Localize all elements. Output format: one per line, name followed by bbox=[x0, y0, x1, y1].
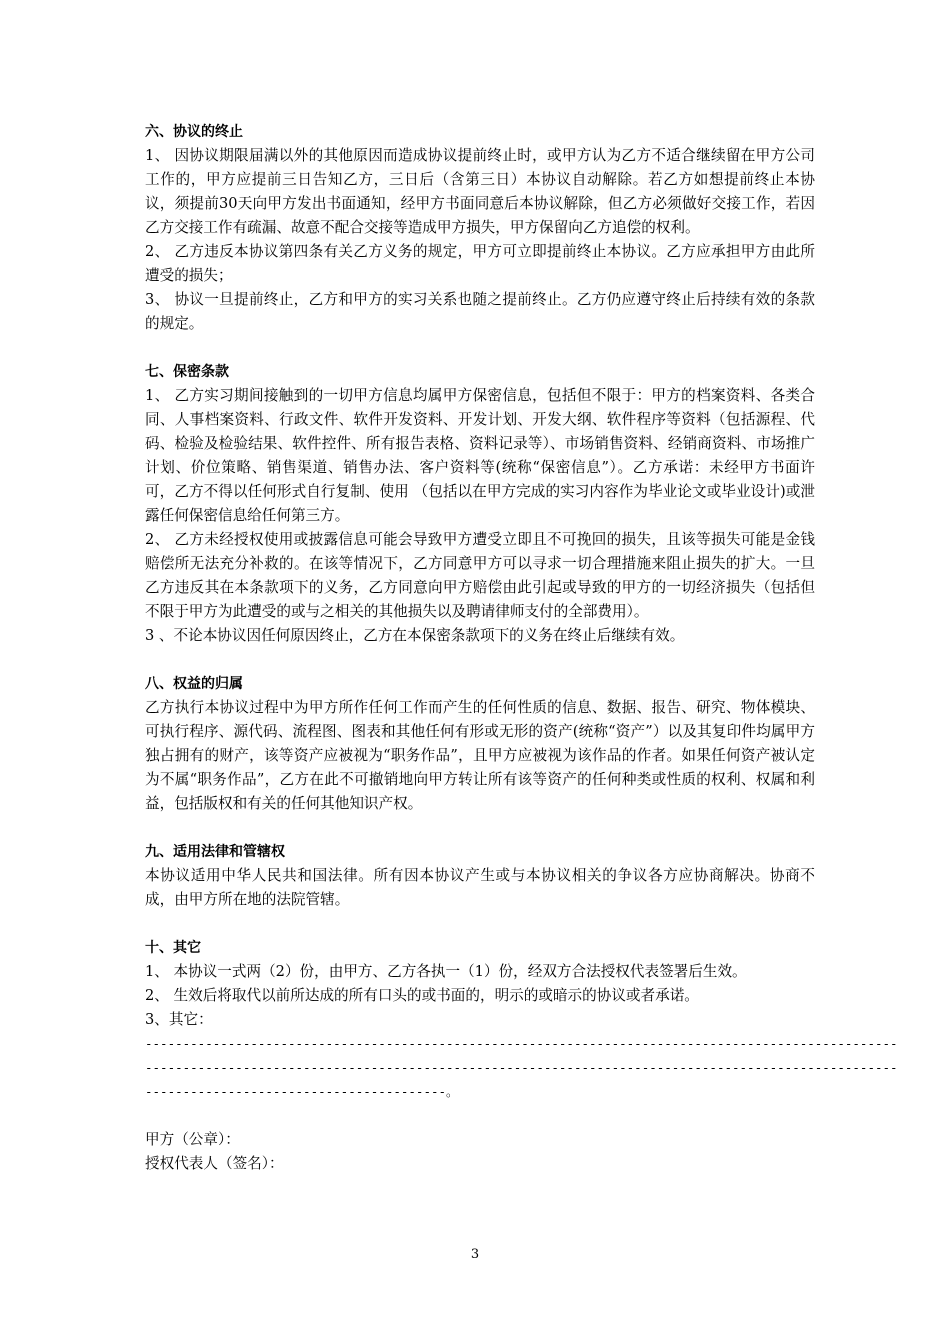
clause-paragraph: 1、 乙方实习期间接触到的一切甲方信息均属甲方保密信息，包括但不限于：甲方的档案资料、各类合同、人事档案资料、行政文件、软件开发资料、开发计划、开发大纲、软件程序等资料（包括源程、代码、检验及检验结果、软件控件、所有报告表格、资料记录等）、市场销售资料、经销商资料、市场推广计划、价位策略、销售渠道、销售办法、客户资料等(统称“保密信息”）。乙方承诺：未经甲方书面许可，乙方不得以任何形式自行复制、使用 （包括以在甲方完成的实习内容作为毕业论文或毕业设计)或泄露任何保密信息给任何第三方。 bbox=[145, 387, 815, 524]
clause-paragraph: 3 、不论本协议因任何原因终止，乙方在本保密条款项下的义务在终止后继续有效。 bbox=[145, 627, 685, 644]
blank-fill-line: ---------------------------------------------------------------------------------------------------- bbox=[145, 1036, 898, 1051]
clause-paragraph: 3、其它： bbox=[145, 1011, 213, 1028]
section-title: 十、其它 bbox=[145, 940, 201, 956]
section-miscellaneous bbox=[145, 936, 898, 1104]
section-governing-law bbox=[145, 840, 815, 912]
clause-paragraph: 1、 本协议一式两（2）份，由甲方、乙方各执一（1）份，经双方合法授权代表签署后生效。 bbox=[145, 963, 747, 980]
section-termination bbox=[145, 120, 815, 336]
section-title: 六、协议的终止 bbox=[145, 124, 243, 140]
signature-block bbox=[145, 1128, 815, 1176]
clause-paragraph: 3、 协议一旦提前终止，乙方和甲方的实习关系也随之提前终止。乙方仍应遵守终止后持续有效的条款的规定。 bbox=[145, 291, 815, 332]
clause-paragraph: 2、 生效后将取代以前所达成的所有口头的或书面的，明示的或暗示的协议或者承诺。 bbox=[145, 987, 699, 1004]
party-a-seal-label: 甲方（公章）： bbox=[145, 1131, 240, 1148]
page-number: 3 bbox=[470, 1247, 480, 1262]
clause-paragraph: 2、 乙方未经授权使用或披露信息可能会导致甲方遭受立即且不可挽回的损失，且该等损失可能是金钱赔偿所无法充分补救的。在该等情况下，乙方同意甲方可以寻求一切合理措施来阻止损失的扩大。一旦乙方违反其在本条款项下的义务，乙方同意向甲方赔偿由此引起或导致的甲方的一切经济损失（包括但不限于甲方为此遭受的或与之相关的其他损失以及聘请律师支付的全部费用）。 bbox=[145, 531, 815, 620]
blank-fill-line: ---------------------------------------------------------------------------------------------------- bbox=[145, 1060, 898, 1075]
section-title: 七、保密条款 bbox=[145, 364, 229, 380]
clause-paragraph: 2、 乙方违反本协议第四条有关乙方义务的规定，甲方可立即提前终止本协议。乙方应承担甲方由此所遭受的损失； bbox=[145, 243, 815, 284]
document-body bbox=[145, 120, 898, 1200]
section-title: 八、权益的归属 bbox=[145, 676, 243, 692]
clause-paragraph: 本协议适用中华人民共和国法律。所有因本协议产生或与本协议相关的争议各方应协商解决。协商不成，由甲方所在地的法院管辖。 bbox=[145, 867, 815, 908]
clause-paragraph: 乙方执行本协议过程中为甲方所作任何工作而产生的任何性质的信息、数据、报告、研究、物体模块、可执行程序、源代码、流程图、图表和其他任何有形或无形的资产(统称“资产”）以及其复印件均属甲方独占拥有的财产，该等资产应被视为“职务作品”，且甲方应被视为该作品的作者。如果任何资产被认定为不属“职务作品”，乙方在此不可撤销地向甲方转让所有该等资产的任何种类或性质的权利、权属和利益，包括版权和有关的任何其他知识产权。 bbox=[145, 699, 815, 812]
section-title: 九、适用法律和管辖权 bbox=[145, 844, 285, 860]
section-confidentiality bbox=[145, 360, 815, 648]
section-ownership bbox=[145, 672, 815, 816]
blank-fill-line: ----------------------------------------。 bbox=[145, 1084, 459, 1099]
representative-signature-label: 授权代表人（签名）： bbox=[145, 1155, 284, 1172]
clause-paragraph: 1、 因协议期限届满以外的其他原因而造成协议提前终止时，或甲方认为乙方不适合继续留在甲方公司工作的，甲方应提前三日告知乙方，三日后（含第三日）本协议自动解除。若乙方如想提前终止本协议，须提前30天向甲方发出书面通知，经甲方书面同意后本协议解除，但乙方必须做好交接工作，若因乙方交接工作有疏漏、故意不配合交接等造成甲方损失，甲方保留向乙方追偿的权利。 bbox=[145, 147, 815, 236]
